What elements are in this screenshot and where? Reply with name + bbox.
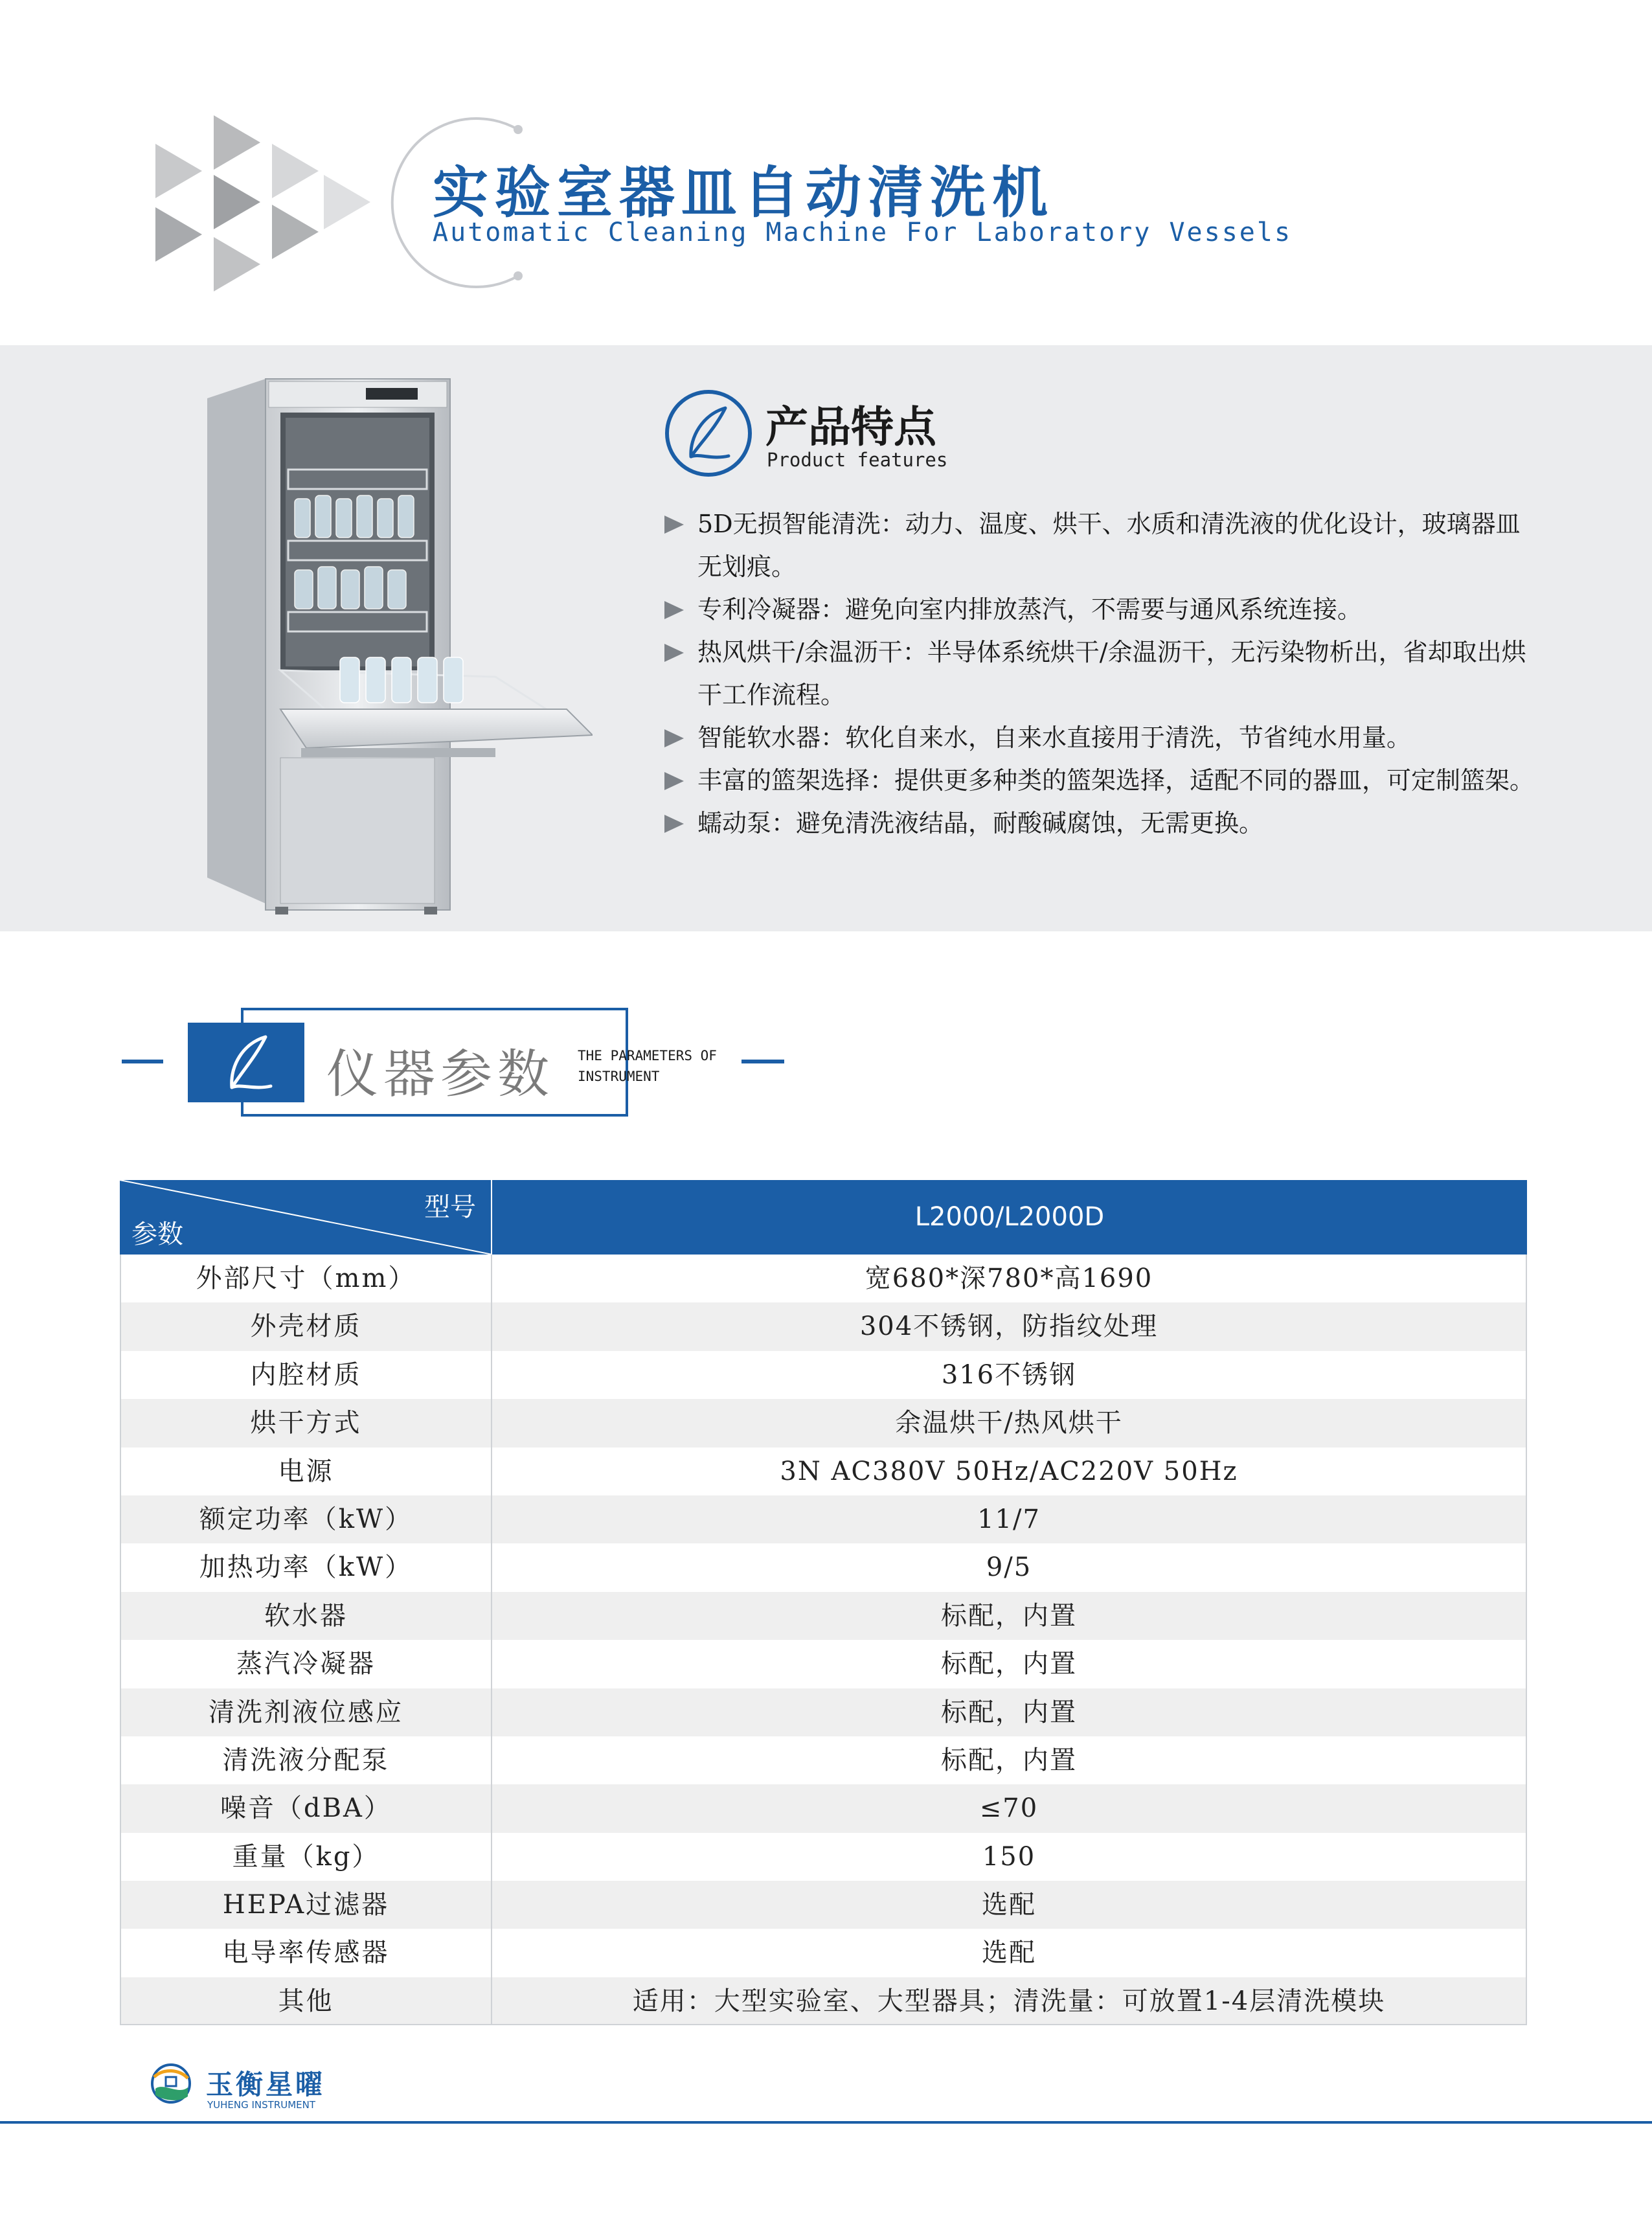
param-label: 噪音（dBA） — [121, 1784, 492, 1832]
feature-item: 智能软水器：软化自来水，自来水直接用于清洗，节省纯水用量。 — [662, 716, 1543, 759]
param-value: 316不锈钢 — [941, 1359, 1077, 1390]
arrow-bullet-icon — [664, 601, 684, 619]
table-row — [120, 1736, 1527, 1784]
param-label: 清洗剂液位感应 — [121, 1688, 492, 1736]
table-row — [120, 1448, 1527, 1495]
heading-icon-box — [188, 1023, 304, 1102]
param-value: 11/7 — [977, 1504, 1041, 1534]
brand-logo-icon — [150, 2063, 192, 2104]
machine-illustration — [204, 372, 593, 916]
feature-item: 专利冷凝器：避免向室内排放蒸汽，不需要与通风系统连接。 — [662, 588, 1543, 631]
parameters-title: 仪器参数 — [326, 1044, 554, 1104]
param-value: 标配，内置 — [941, 1745, 1077, 1775]
param-label: 其他 — [121, 1977, 492, 2024]
arrow-bullet-icon — [664, 516, 684, 534]
table-header-corner — [120, 1180, 492, 1255]
param-value: 余温烘干/热风烘干 — [895, 1408, 1123, 1438]
param-label: 重量（kg） — [121, 1833, 492, 1881]
header-model-label: 型号 — [424, 1192, 476, 1222]
feature-item: 热风烘干/余温沥干：半导体系统烘干/余温沥干，无污染物析出，省却取出烘干工作流程。 — [662, 631, 1543, 716]
table-row — [120, 1399, 1527, 1447]
brand-name-en: YUHENG INSTRUMENT — [207, 2099, 316, 2111]
param-value: 宽680*深780*高1690 — [865, 1264, 1153, 1293]
table-body — [120, 1255, 1527, 2025]
param-label: 清洗液分配泵 — [121, 1736, 492, 1784]
arrow-bullet-icon — [664, 772, 684, 790]
param-value: 选配 — [982, 1890, 1036, 1920]
table-row — [120, 1495, 1527, 1543]
heading-line-left — [122, 1060, 163, 1063]
param-label: 额定功率（kW） — [121, 1495, 492, 1543]
table-row — [120, 1977, 1527, 2025]
feather-pen-icon — [664, 389, 753, 478]
param-value: ≤70 — [979, 1793, 1039, 1824]
param-value: 标配，内置 — [941, 1697, 1077, 1727]
page-title: 实验室器皿自动清洗机 — [433, 160, 1054, 225]
page-subtitle: Automatic Cleaning Machine For Laboratory Vessels — [433, 218, 1293, 247]
heading-line-right — [741, 1060, 784, 1063]
footer-line — [0, 2121, 1652, 2124]
table-row — [120, 1302, 1527, 1350]
features-list — [662, 503, 1543, 845]
param-value: 304不锈钢，防指纹处理 — [859, 1312, 1159, 1342]
param-value: 标配，内置 — [941, 1600, 1077, 1631]
param-value: 3N AC380V 50Hz/AC220V 50Hz — [780, 1456, 1238, 1486]
param-label: HEPA过滤器 — [121, 1881, 492, 1929]
header-model-value: L2000/L2000D — [914, 1202, 1105, 1232]
table-row — [120, 1929, 1527, 1977]
arrow-bullet-icon — [664, 815, 684, 833]
param-label: 烘干方式 — [121, 1399, 492, 1447]
table-row — [120, 1543, 1527, 1591]
table-row — [120, 1688, 1527, 1736]
spec-table — [120, 1180, 1527, 2026]
param-value: 标配，内置 — [941, 1649, 1077, 1679]
param-value: 9/5 — [986, 1552, 1032, 1583]
param-value: 选配 — [982, 1938, 1036, 1968]
param-label: 蒸汽冷凝器 — [121, 1640, 492, 1688]
table-row — [120, 1881, 1527, 1929]
brand-name: 玉衡星曜 — [206, 2069, 326, 2100]
feature-item: 蠕动泵：避免清洗液结晶，耐酸碱腐蚀，无需更换。 — [662, 802, 1543, 845]
param-value: 150 — [982, 1841, 1036, 1872]
parameters-subtitle: THE PARAMETERS OF INSTRUMENT — [578, 1048, 717, 1084]
param-label: 加热功率（kW） — [121, 1543, 492, 1591]
table-row — [120, 1255, 1527, 1302]
table-row — [120, 1592, 1527, 1640]
param-label: 内腔材质 — [121, 1351, 492, 1399]
header-param-label: 参数 — [131, 1220, 183, 1249]
feature-item: 丰富的篮架选择：提供更多种类的篮架选择，适配不同的器皿，可定制篮架。 — [662, 759, 1543, 802]
param-label: 软水器 — [121, 1592, 492, 1640]
arrow-bullet-icon — [664, 729, 684, 747]
feature-item: 5D无损智能清洗：动力、温度、烘干、水质和清洗液的优化设计，玻璃器皿无划痕。 — [662, 503, 1543, 588]
table-row — [120, 1833, 1527, 1881]
table-row — [120, 1640, 1527, 1688]
features-subtitle: Product features — [767, 449, 948, 471]
param-label: 外部尺寸（mm） — [121, 1255, 492, 1302]
param-label: 电导率传感器 — [121, 1929, 492, 1977]
features-title: 产品特点 — [765, 402, 936, 452]
table-row — [120, 1784, 1527, 1832]
table-row — [120, 1351, 1527, 1399]
param-label: 电源 — [121, 1448, 492, 1495]
param-label: 外壳材质 — [121, 1302, 492, 1350]
feather-pen-icon — [214, 1030, 278, 1095]
arrow-bullet-icon — [664, 644, 684, 662]
table-header — [120, 1180, 1527, 1255]
param-value: 适用：大型实验室、大型器具；清洗量：可放置1-4层清洗模块 — [632, 1986, 1386, 2016]
